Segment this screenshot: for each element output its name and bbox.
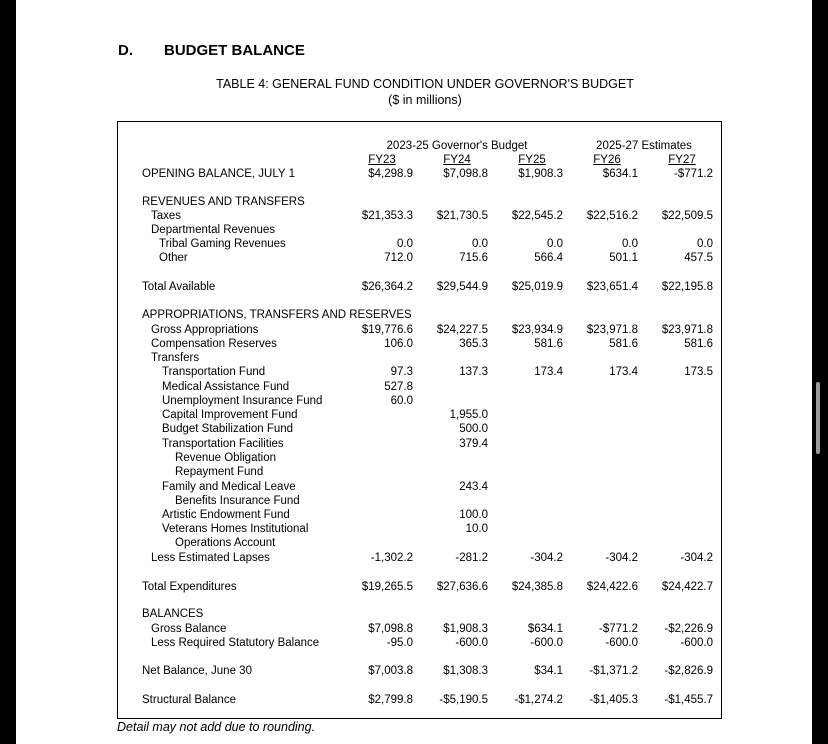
cell-value: -$1,274.2 [514,694,563,706]
cell-value: 712.0 [384,252,413,264]
budget-table [117,121,722,719]
cell-value: 173.4 [609,366,638,378]
cell-value: 0.0 [547,238,563,250]
cell-value: -$5,190.5 [439,694,488,706]
cell-value: 500.0 [459,423,488,435]
row-label: Veterans Homes Institutional [162,523,309,535]
cell-value: 527.8 [384,381,413,393]
cell-value: 173.4 [534,366,563,378]
cell-value: -600.0 [455,637,488,649]
cell-value: $24,385.8 [511,581,563,593]
row-label: Medical Assistance Fund [162,381,290,393]
row-label: Budget Stabilization Fund [162,423,294,435]
cell-value: -$2,226.9 [664,623,713,635]
row-label: Family and Medical Leave [162,481,296,493]
cell-value: $19,265.5 [361,581,413,593]
cell-value: $634.1 [527,623,563,635]
cell-value: -$1,455.7 [664,694,713,706]
cell-value: $21,730.5 [436,210,488,222]
cell-value: -600.0 [530,637,563,649]
cell-value: $7,003.8 [368,665,413,677]
cell-value: -$771.2 [673,168,713,180]
row-label: OPENING BALANCE, JULY 1 [142,168,295,180]
cell-value: -95.0 [386,637,413,649]
row-label: Compensation Reserves [151,338,277,350]
group-header-governors-budget: 2023-25 Governor's Budget [386,140,528,152]
footnote: Detail may not add due to rounding. [117,720,316,734]
cell-value: $7,098.8 [368,623,413,635]
cell-value: $23,971.8 [661,324,713,336]
row-label: Artistic Endowment Fund [162,509,290,521]
cell-value: $22,195.8 [661,281,713,293]
cell-value: $23,971.8 [586,324,638,336]
cell-value: 581.6 [534,338,563,350]
cell-value: $634.1 [602,168,638,180]
column-header-fy27: FY27 [668,154,696,166]
row-label: Tribal Gaming Revenues [159,238,286,250]
row-label: Departmental Revenues [151,224,276,236]
row-label: Net Balance, June 30 [142,665,252,677]
cell-value: $24,227.5 [436,324,488,336]
cell-value: 0.0 [697,238,713,250]
cell-value: $19,776.6 [361,324,413,336]
column-header-fy23: FY23 [368,154,396,166]
cell-value: -600.0 [680,637,713,649]
cell-value: $1,908.3 [443,623,488,635]
cell-value: 0.0 [622,238,638,250]
cell-value: 173.5 [684,366,713,378]
cell-value: 137.3 [459,366,488,378]
row-label: Gross Balance [151,623,227,635]
cell-value: -281.2 [455,552,488,564]
cell-value: 243.4 [459,481,488,493]
cell-value: $2,799.8 [368,694,413,706]
row-label: Transportation Facilities [162,438,284,450]
cell-value: 715.6 [459,252,488,264]
row-label: Gross Appropriations [151,324,259,336]
row-label: Capital Improvement Fund [162,409,298,421]
row-label: Transportation Fund [162,366,266,378]
cell-value: $1,908.3 [518,168,563,180]
row-label: Unemployment Insurance Fund [162,395,323,407]
cell-value: $23,651.4 [586,281,638,293]
cell-value: 457.5 [684,252,713,264]
cell-value: -600.0 [605,637,638,649]
cell-value: -$1,405.3 [589,694,638,706]
cell-value: $34.1 [534,665,563,677]
cell-value: 60.0 [390,395,413,407]
cell-value: $26,364.2 [361,281,413,293]
cell-value: 0.0 [397,238,413,250]
cell-value: 379.4 [459,438,488,450]
cell-value: $4,298.9 [368,168,413,180]
row-label: Repayment Fund [175,466,264,478]
cell-value: $21,353.3 [361,210,413,222]
cell-value: -304.2 [680,552,713,564]
cell-value: 106.0 [384,338,413,350]
cell-value: $7,098.8 [443,168,488,180]
cell-value: $27,636.6 [436,581,488,593]
cell-value: 581.6 [684,338,713,350]
cell-value: $24,422.6 [586,581,638,593]
cell-value: 10.0 [465,523,488,535]
cell-value: $29,544.9 [436,281,488,293]
column-header-fy26: FY26 [593,154,621,166]
cell-value: -304.2 [530,552,563,564]
row-label: Operations Account [175,537,276,549]
cell-value: $25,019.9 [511,281,563,293]
group-header-estimates: 2025-27 Estimates [596,140,692,152]
row-label: APPROPRIATIONS, TRANSFERS AND RESERVES [142,309,412,321]
cell-value: -$771.2 [598,623,638,635]
row-label: REVENUES AND TRANSFERS [142,196,305,208]
cell-value: -$2,826.9 [664,665,713,677]
cell-value: 365.3 [459,338,488,350]
cell-value: -$1,371.2 [589,665,638,677]
cell-value: $22,516.2 [586,210,638,222]
cell-value: $23,934.9 [511,324,563,336]
cell-value: 581.6 [609,338,638,350]
cell-value: -1,302.2 [370,552,413,564]
scrollbar-thumb[interactable] [816,382,820,454]
cell-value: $22,545.2 [511,210,563,222]
section-title: BUDGET BALANCE [164,42,305,59]
cell-value: 0.0 [472,238,488,250]
cell-value: $1,308.3 [443,665,488,677]
cell-value: $22,509.5 [661,210,713,222]
row-label: Revenue Obligation [175,452,277,464]
cell-value: 97.3 [390,366,413,378]
table-title: TABLE 4: GENERAL FUND CONDITION UNDER GOVERNOR'S BUDGET [216,77,634,91]
row-label: Benefits Insurance Fund [175,495,300,507]
cell-value: 501.1 [609,252,638,264]
row-label: Total Available [142,281,216,293]
row-label: Other [159,252,188,264]
table-subtitle: ($ in millions) [388,93,462,107]
section-letter: D. [118,42,133,59]
column-header-fy25: FY25 [518,154,546,166]
cell-value: 1,955.0 [449,409,488,421]
row-label: Total Expenditures [142,581,237,593]
row-label: Less Estimated Lapses [151,552,270,564]
row-label: Taxes [151,210,182,222]
row-label: Transfers [151,352,200,364]
row-label: Structural Balance [142,694,236,706]
column-header-fy24: FY24 [443,154,471,166]
row-label: Less Required Statutory Balance [151,637,320,649]
row-label: BALANCES [142,608,204,620]
cell-value: 566.4 [534,252,563,264]
cell-value: -304.2 [605,552,638,564]
cell-value: 100.0 [459,509,488,521]
cell-value: $24,422.7 [661,581,713,593]
